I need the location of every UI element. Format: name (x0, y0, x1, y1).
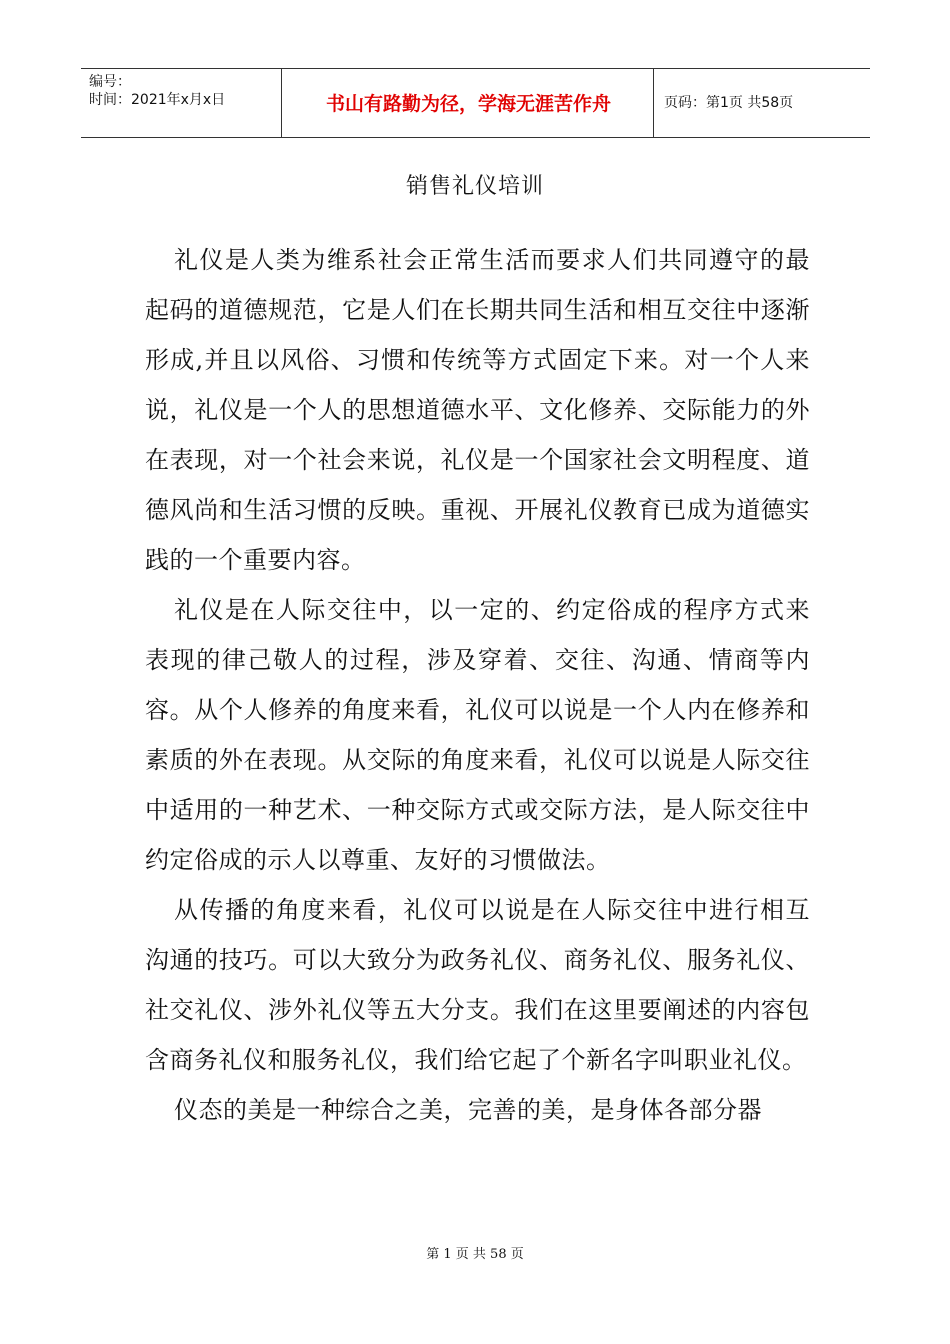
motto: 书山有路勤为径，学海无涯苦作舟 (325, 93, 611, 115)
paragraph-3: 从传播的角度来看，礼仪可以说是在人际交往中进行相互沟通的技巧。可以大致分为政务礼仪、商务礼仪、服务礼仪、社交礼仪、涉外礼仪等五大分支。我们在这里要阐述的内容包含商务礼仪和服务礼仪，我们给它起了个新名字叫职业礼仪。 (145, 896, 810, 1074)
page-label: 页码：第1页 共58页 (664, 95, 794, 111)
header-table (81, 68, 870, 138)
time-label: 时间：2021年x月x日 (89, 92, 226, 108)
paragraph-2: 礼仪是在人际交往中，以一定的、约定俗成的程序方式来表现的律己敬人的过程，涉及穿着、交往、沟通、情商等内容。从个人修养的角度来看，礼仪可以说是一个人内在修养和素质的外在表现。从交际的角度来看，礼仪可以说是人际交往中适用的一种艺术、一种交际方式或交际方法，是人际交往中约定俗成的示人以尊重、友好的习惯做法。 (145, 596, 810, 874)
header-motto-cell (281, 69, 654, 137)
document-title: 销售礼仪培训 (405, 174, 544, 199)
header-info-cell (81, 69, 281, 137)
page-footer: 第 1 页 共 58 页 (426, 1247, 524, 1262)
paragraph-1: 礼仪是人类为维系社会正常生活而要求人们共同遵守的最起码的道德规范，它是人们在长期共同生活和相互交往中逐渐形成,并且以风俗、习惯和传统等方式固定下来。对一个人来说，礼仪是一个人的思想道德水平、文化修养、交际能力的外在表现，对一个社会来说，礼仪是一个国家社会文明程度、道德风尚和生活习惯的反映。重视、开展礼仪教育已成为道德实践的一个重要内容。 (145, 246, 810, 574)
document-body (145, 235, 810, 1135)
paragraph-4: 仪态的美是一种综合之美，完善的美，是身体各部分器 (174, 1096, 762, 1124)
header-page-cell (654, 69, 870, 137)
number-label: 编号： (89, 74, 131, 90)
